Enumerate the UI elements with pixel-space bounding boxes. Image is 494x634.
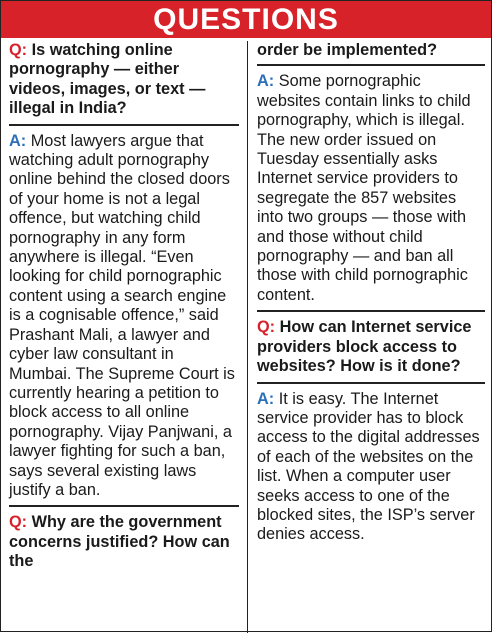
answer-text: Some pornographic websites contain links to child pornography, which is illegal. The new order issued on Tuesday essentially asks Internet service providers to segregate the 857 websites into two groups — those with and those without child pornography — and ban all those with child pornographic content.	[257, 72, 471, 304]
divider	[257, 382, 485, 384]
question-label: Q:	[257, 318, 276, 337]
answer-label: A:	[9, 131, 27, 150]
question-2	[9, 513, 239, 571]
question-text: Is watching online pornography — either videos, images, or text — illegal in India?	[9, 41, 206, 118]
answer-2	[257, 72, 485, 305]
answer-label: A:	[257, 389, 275, 408]
question-text: Why are the government concerns justified? How can the	[9, 513, 230, 571]
question-1	[9, 41, 239, 119]
question-2-continued: order be implemented?	[257, 41, 438, 59]
column-divider	[247, 41, 248, 633]
answer-text: Most lawyers argue that watching adult pornography online behind the closed doors of your home is not a legal offence, but watching child pornography in any form anywhere is illegal. “Even looking for child pornographic content using a search engine is a cognisable offence,” said Prashant Mali, a lawyer and cyber law consultant in Mumbai. The Supreme Court is currently hearing a petition to block access to all online pornography. Vijay Panjwani, a lawyer fighting for such a ban, says several existing laws justify a ban.	[9, 131, 235, 499]
question-label: Q:	[9, 41, 28, 59]
divider	[9, 505, 239, 507]
divider	[257, 64, 485, 66]
section-banner: QUESTIONS	[1, 1, 491, 38]
right-column	[257, 41, 485, 545]
question-text: How can Internet service providers block access to websites? How is it done?	[257, 318, 472, 376]
answer-1	[9, 132, 239, 501]
left-column	[9, 41, 239, 572]
divider	[257, 310, 485, 312]
question-label: Q:	[9, 513, 28, 532]
answer-3	[257, 390, 485, 545]
answer-label: A:	[257, 72, 275, 91]
answer-text: It is easy. The Internet service provider has to block access to the digital addresses of each of the websites on the list. When a computer user seeks access to one of the blocked sites, the ISP’s server denies access.	[257, 389, 480, 544]
divider	[9, 124, 239, 126]
question-3	[257, 318, 485, 376]
